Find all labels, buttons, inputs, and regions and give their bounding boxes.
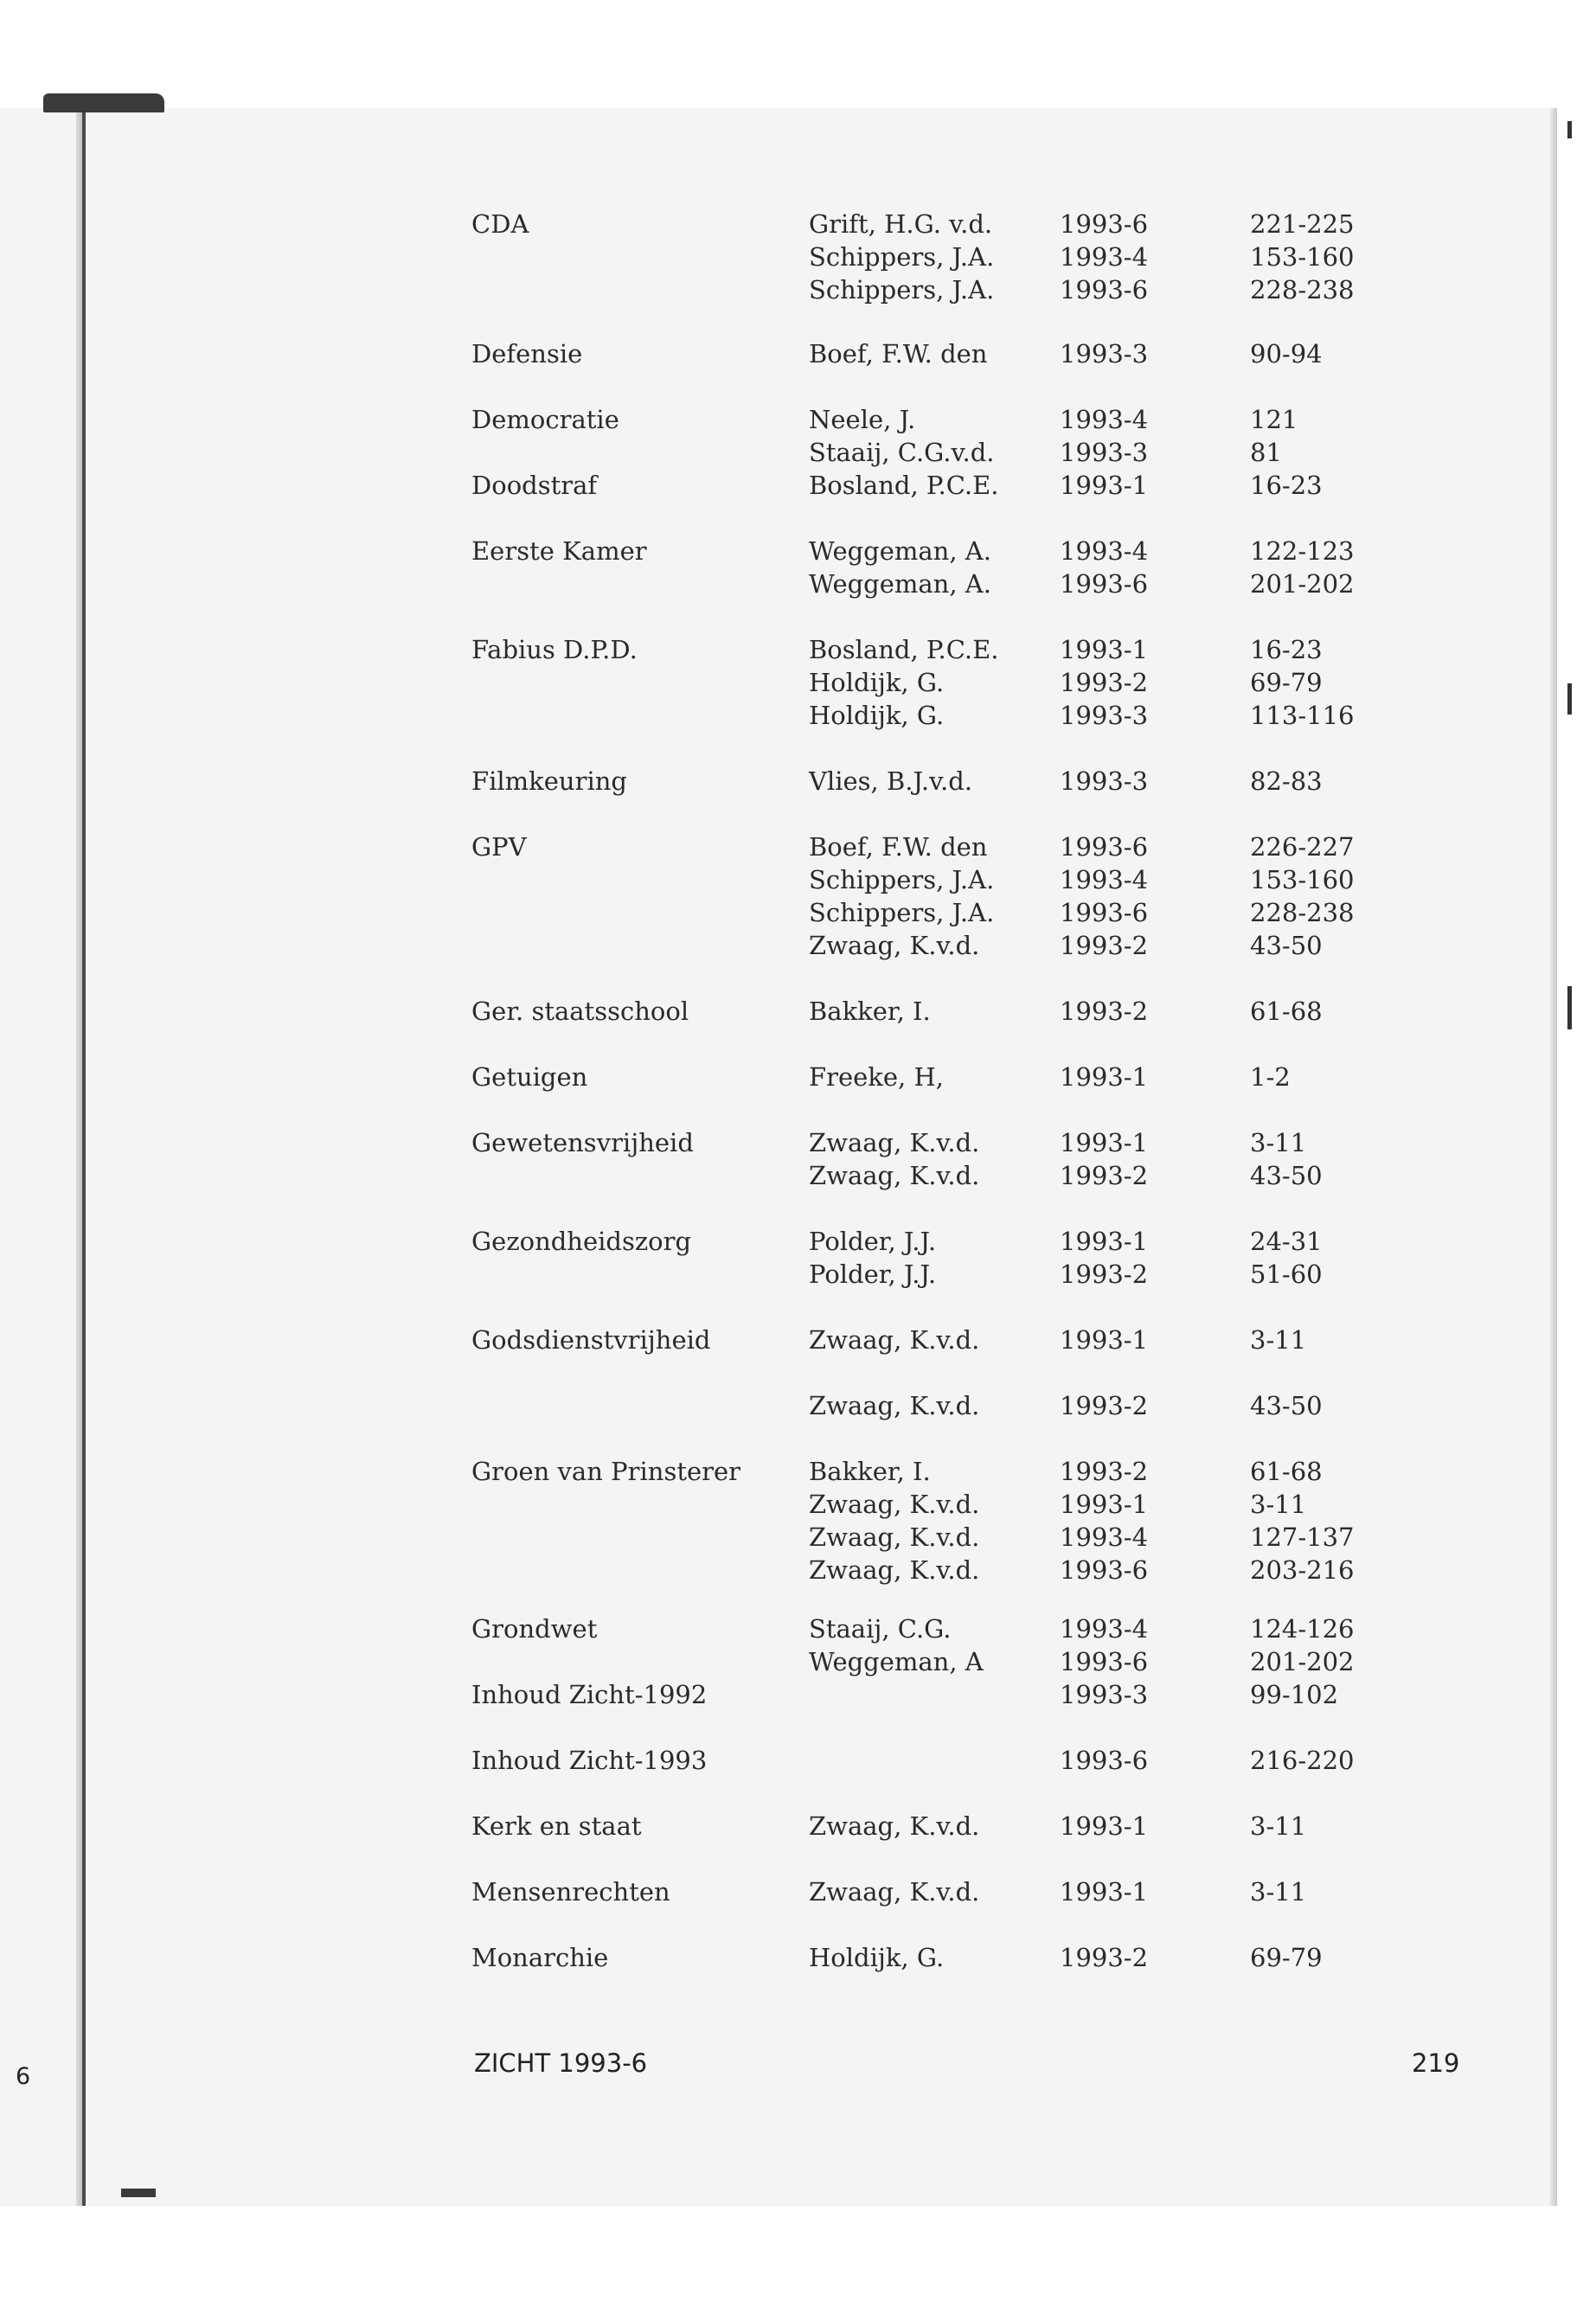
reference-author [809, 1744, 1060, 1777]
index-entry [471, 1389, 1423, 1422]
reference-pages: 99-102 [1250, 1680, 1339, 1709]
index-references [809, 1324, 1423, 1356]
reference-issue: 1993-4 [1060, 405, 1149, 434]
index-entry [471, 765, 1423, 798]
edge-mark [1567, 683, 1572, 715]
reference-issue: 1993-2 [1060, 1259, 1149, 1289]
reference-issue: 1993-4 [1060, 242, 1149, 272]
reference-issue: 1993-1 [1060, 1490, 1149, 1519]
index-topic: Fabius D.P.D. [471, 635, 638, 664]
reference-pages: 122-123 [1250, 536, 1355, 566]
index-topic: Monarchie [471, 1943, 609, 1972]
reference-issue: 1993-6 [1060, 275, 1149, 304]
reference-author: Weggeman, A [809, 1647, 984, 1676]
index-reference [809, 337, 1423, 370]
index-reference [809, 830, 1423, 863]
reference-pages: 3-11 [1250, 1877, 1307, 1907]
reference-issue: 1993-2 [1060, 1943, 1149, 1972]
reference-issue: 1993-6 [1060, 1647, 1149, 1676]
index-entry [471, 633, 1423, 732]
index-reference [809, 633, 1423, 666]
binder-clip-bottom [121, 2189, 156, 2197]
index-topic: Filmkeuring [471, 766, 627, 796]
reference-author: Schippers, J.A. [809, 865, 995, 894]
reference-pages: 16-23 [1250, 471, 1323, 500]
index-references [809, 633, 1423, 732]
reference-pages: 82-83 [1250, 766, 1323, 796]
index-reference [809, 1941, 1423, 1974]
index-reference [809, 1061, 1423, 1093]
index-topic: Gewetensvrijheid [471, 1128, 694, 1157]
index-entry [471, 830, 1423, 962]
reference-pages: 90-94 [1250, 339, 1323, 369]
index-reference [809, 1612, 1423, 1645]
reference-pages: 201-202 [1250, 569, 1355, 599]
page-right-edge [1550, 108, 1557, 2206]
reference-author: Zwaag, K.v.d. [809, 1555, 980, 1585]
reference-author: Schippers, J.A. [809, 898, 995, 927]
reference-author [809, 1678, 1060, 1711]
index-entry [471, 535, 1423, 600]
index-entry [471, 1875, 1423, 1908]
index-topic: GPV [471, 832, 527, 862]
reference-author: Zwaag, K.v.d. [809, 1391, 980, 1420]
reference-author: Holdijk, G. [809, 701, 945, 730]
index-references [809, 1875, 1423, 1908]
reference-author: Bosland, P.C.E. [809, 471, 999, 500]
reference-author: Zwaag, K.v.d. [809, 1877, 980, 1907]
index-topic: Eerste Kamer [471, 536, 647, 566]
reference-pages: 153-160 [1250, 242, 1355, 272]
reference-pages: 216-220 [1250, 1746, 1355, 1775]
index-entry [471, 1061, 1423, 1093]
reference-author: Staaij, C.G. [809, 1614, 952, 1644]
index-references [809, 830, 1423, 962]
reference-pages: 51-60 [1250, 1259, 1323, 1289]
prev-page-fragment: 6 [16, 2063, 31, 2090]
reference-issue: 1993-6 [1060, 898, 1149, 927]
footer-page-number: 219 [1412, 2048, 1460, 2078]
reference-issue: 1993-1 [1060, 1325, 1149, 1355]
reference-issue: 1993-4 [1060, 536, 1149, 566]
reference-issue: 1993-6 [1060, 832, 1149, 862]
reference-author: Zwaag, K.v.d. [809, 1522, 980, 1552]
reference-pages: 113-116 [1250, 701, 1355, 730]
index-reference [809, 1554, 1423, 1586]
reference-pages: 121 [1250, 405, 1298, 434]
footer-journal: ZICHT 1993-6 [474, 2048, 648, 2078]
index-references [809, 208, 1423, 306]
reference-issue: 1993-1 [1060, 1227, 1149, 1256]
reference-issue: 1993-4 [1060, 865, 1149, 894]
reference-issue: 1993-1 [1060, 471, 1149, 500]
subject-index [471, 208, 1423, 1974]
index-topic: Mensenrechten [471, 1877, 670, 1907]
reference-author: Weggeman, A. [809, 536, 991, 566]
reference-pages: 201-202 [1250, 1647, 1355, 1676]
reference-pages: 153-160 [1250, 865, 1355, 894]
index-topic: Democratie [471, 405, 619, 434]
index-reference [809, 1744, 1423, 1777]
reference-pages: 124-126 [1250, 1614, 1355, 1644]
reference-pages: 3-11 [1250, 1811, 1307, 1841]
reference-author: Vlies, B.J.v.d. [809, 766, 973, 796]
index-topic: Doodstraf [471, 471, 598, 500]
edge-mark [1567, 121, 1572, 138]
reference-pages: 61-68 [1250, 1457, 1323, 1486]
reference-author: Polder, J.J. [809, 1227, 937, 1256]
index-entry [471, 1126, 1423, 1192]
index-reference [809, 1258, 1423, 1291]
reference-pages: 221-225 [1250, 209, 1355, 239]
reference-author: Schippers, J.A. [809, 275, 995, 304]
reference-issue: 1993-2 [1060, 1161, 1149, 1190]
index-entry [471, 1941, 1423, 1974]
index-reference [809, 535, 1423, 567]
reference-issue: 1993-3 [1060, 438, 1149, 467]
reference-issue: 1993-6 [1060, 1746, 1149, 1775]
index-references [809, 1941, 1423, 1974]
index-entry [471, 337, 1423, 370]
reference-issue: 1993-4 [1060, 1614, 1149, 1644]
index-reference [809, 1126, 1423, 1159]
reference-author: Polder, J.J. [809, 1259, 937, 1289]
index-references [809, 1389, 1423, 1422]
reference-issue: 1993-6 [1060, 1555, 1149, 1585]
reference-issue: 1993-3 [1060, 766, 1149, 796]
reference-pages: 81 [1250, 438, 1282, 467]
reference-pages: 228-238 [1250, 898, 1355, 927]
index-references [809, 1126, 1423, 1192]
reference-issue: 1993-4 [1060, 1522, 1149, 1552]
reference-author: Bosland, P.C.E. [809, 635, 999, 664]
reference-author: Zwaag, K.v.d. [809, 1325, 980, 1355]
index-reference [809, 567, 1423, 600]
index-entry [471, 1744, 1423, 1777]
index-reference [809, 666, 1423, 699]
index-reference [809, 273, 1423, 306]
reference-author: Holdijk, G. [809, 668, 945, 697]
index-references [809, 1225, 1423, 1291]
reference-pages: 226-227 [1250, 832, 1355, 862]
index-references [809, 1744, 1423, 1777]
index-reference [809, 995, 1423, 1028]
reference-issue: 1993-2 [1060, 997, 1149, 1026]
index-reference [809, 1324, 1423, 1356]
index-reference [809, 1389, 1423, 1422]
index-references [809, 1455, 1423, 1586]
index-topic: Defensie [471, 339, 583, 369]
index-references [809, 1810, 1423, 1843]
reference-issue: 1993-1 [1060, 1877, 1149, 1907]
reference-issue: 1993-1 [1060, 635, 1149, 664]
reference-pages: 69-79 [1250, 668, 1323, 697]
reference-author: Zwaag, K.v.d. [809, 1490, 980, 1519]
index-reference [809, 208, 1423, 240]
index-reference [809, 1875, 1423, 1908]
reference-pages: 69-79 [1250, 1943, 1323, 1972]
reference-pages: 203-216 [1250, 1555, 1355, 1585]
reference-author: Zwaag, K.v.d. [809, 1128, 980, 1157]
reference-pages: 43-50 [1250, 1161, 1323, 1190]
index-entry [471, 1324, 1423, 1356]
index-topic: Gezondheidszorg [471, 1227, 692, 1256]
reference-pages: 3-11 [1250, 1490, 1307, 1519]
index-topic: Kerk en staat [471, 1811, 642, 1841]
index-references [809, 995, 1423, 1028]
index-topic: CDA [471, 209, 529, 239]
index-entry [471, 469, 1423, 502]
reference-pages: 24-31 [1250, 1227, 1323, 1256]
index-references [809, 1612, 1423, 1678]
index-references [809, 337, 1423, 370]
index-entry [471, 208, 1423, 306]
index-reference [809, 765, 1423, 798]
reference-issue: 1993-6 [1060, 209, 1149, 239]
index-topic: Inhoud Zicht-1993 [471, 1746, 708, 1775]
reference-issue: 1993-1 [1060, 1062, 1149, 1092]
index-topic: Godsdienstvrijheid [471, 1325, 711, 1355]
index-reference [809, 1521, 1423, 1554]
reference-pages: 3-11 [1250, 1325, 1307, 1355]
index-topic: Getuigen [471, 1062, 588, 1092]
index-entry [471, 1810, 1423, 1843]
reference-author: Boef, F.W. den [809, 339, 988, 369]
index-reference [809, 699, 1423, 732]
edge-mark [1567, 986, 1572, 1029]
reference-author: Schippers, J.A. [809, 242, 995, 272]
index-references [809, 403, 1423, 469]
index-entry [471, 995, 1423, 1028]
reference-issue: 1993-2 [1060, 1457, 1149, 1486]
reference-author: Zwaag, K.v.d. [809, 1811, 980, 1841]
index-topic: Grondwet [471, 1614, 598, 1644]
index-reference [809, 1645, 1423, 1678]
reference-pages: 16-23 [1250, 635, 1323, 664]
index-reference [809, 1455, 1423, 1488]
index-references [809, 1678, 1423, 1711]
reference-pages: 61-68 [1250, 997, 1323, 1026]
reference-pages: 228-238 [1250, 275, 1355, 304]
reference-author: Holdijk, G. [809, 1943, 945, 1972]
index-reference [809, 1159, 1423, 1192]
reference-issue: 1993-3 [1060, 701, 1149, 730]
index-reference [809, 436, 1423, 469]
reference-author: Staaij, C.G.v.d. [809, 438, 995, 467]
index-topic: Ger. staatsschool [471, 997, 689, 1026]
index-topic: Inhoud Zicht-1992 [471, 1680, 708, 1709]
reference-issue: 1993-2 [1060, 668, 1149, 697]
index-reference [809, 896, 1423, 929]
reference-author: Zwaag, K.v.d. [809, 1161, 980, 1190]
reference-issue: 1993-3 [1060, 339, 1149, 369]
index-references [809, 469, 1423, 502]
reference-issue: 1993-1 [1060, 1811, 1149, 1841]
index-reference [809, 469, 1423, 502]
index-reference [809, 863, 1423, 896]
index-reference [809, 1488, 1423, 1521]
reference-author: Neele, J. [809, 405, 916, 434]
index-references [809, 535, 1423, 600]
index-reference [809, 1810, 1423, 1843]
index-reference [809, 1678, 1423, 1711]
index-references [809, 1061, 1423, 1093]
reference-pages: 127-137 [1250, 1522, 1355, 1552]
reference-author: Boef, F.W. den [809, 832, 988, 862]
reference-issue: 1993-2 [1060, 1391, 1149, 1420]
index-entry [471, 1225, 1423, 1291]
index-entry [471, 1612, 1423, 1678]
reference-pages: 43-50 [1250, 931, 1323, 960]
reference-pages: 43-50 [1250, 1391, 1323, 1420]
reference-author: Bakker, I. [809, 1457, 931, 1486]
reference-pages: 1-2 [1250, 1062, 1291, 1092]
reference-issue: 1993-6 [1060, 569, 1149, 599]
reference-author: Zwaag, K.v.d. [809, 931, 980, 960]
index-reference [809, 929, 1423, 962]
reference-author: Bakker, I. [809, 997, 931, 1026]
reference-pages: 3-11 [1250, 1128, 1307, 1157]
reference-author: Weggeman, A. [809, 569, 991, 599]
reference-issue: 1993-1 [1060, 1128, 1149, 1157]
reference-author: Grift, H.G. v.d. [809, 209, 993, 239]
index-entry [471, 403, 1423, 469]
index-reference [809, 240, 1423, 273]
index-reference [809, 1225, 1423, 1258]
index-references [809, 765, 1423, 798]
reference-author: Freeke, H, [809, 1062, 944, 1092]
reference-issue: 1993-2 [1060, 931, 1149, 960]
index-entry [471, 1455, 1423, 1586]
reference-issue: 1993-3 [1060, 1680, 1149, 1709]
index-entry [471, 1678, 1423, 1711]
index-reference [809, 403, 1423, 436]
binder-clip [43, 93, 164, 112]
binding-edge [82, 112, 86, 2206]
index-topic: Groen van Prinsterer [471, 1457, 741, 1486]
